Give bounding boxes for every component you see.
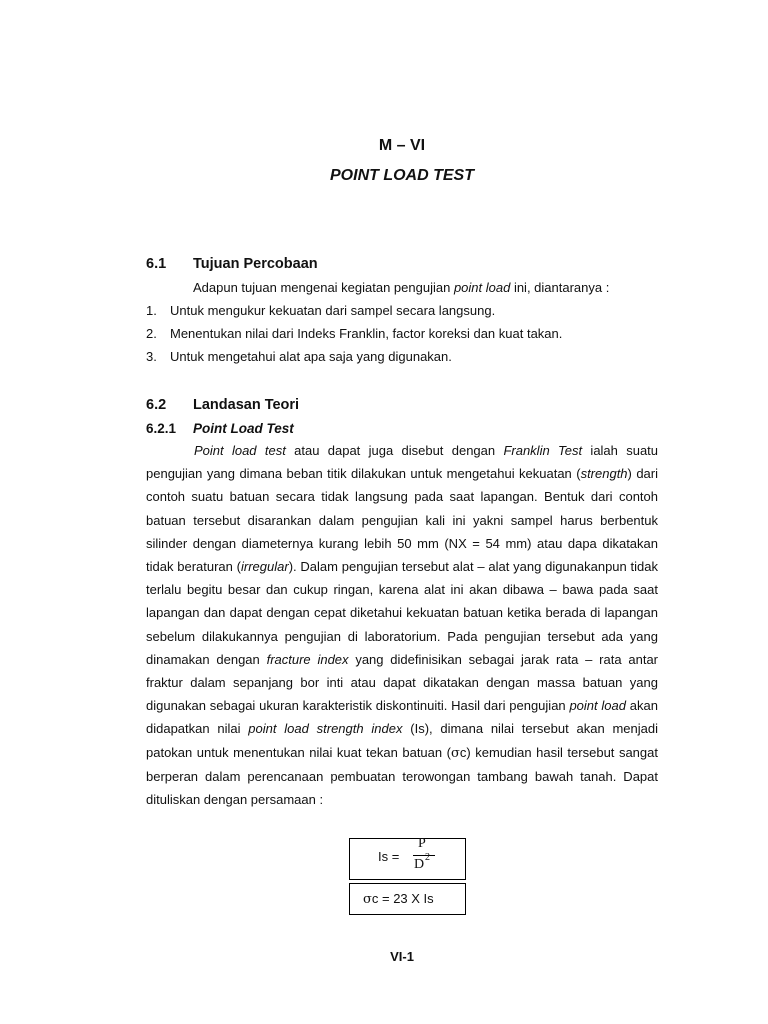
list-item-number: 1.	[146, 303, 157, 318]
formula-box-compressive-strength	[349, 883, 466, 915]
fraction-bar	[413, 855, 435, 856]
list-item	[146, 326, 157, 341]
section-number: 6.2	[146, 397, 167, 413]
section-title: Landasan Teori	[193, 397, 300, 413]
formula-exponent: 2	[425, 852, 430, 863]
body-paragraph: Point load test atau dapat juga disebut dengan Franklin Test ialah suatu pengujian yang dimana beban titik dilakukan untuk mengetahui kekuatan (strength) dari contoh suatu batuan secara tidak langsung pada saat lapangan. Bentuk dari contoh batuan tersebut disarankan dalam pengujian kali ini yakni sampel harus berbentuk silinder dengan diameternya kurang lebih 50 mm (NX = 54 mm) atau dapa dikatakan tidak beraturan (irregular). Dalam pengujian tersebut alat – alat yang digunakanpun tidak terlalu begitu besar dan cukup ringan, karena alat ini akan dibawa – bawa pada saat lapangan dan dapat dengan cepat diketahui kekuatan batuan ketika berada di lapangan sebelum dilakukannya pengujian di laboratorium. Pada pengujian tersebut ada yang dinamakan dengan fracture index yang didefinisikan sebagai jarak rata – rata antar fraktur dalam sepanjang bor inti atau dapat dikatakan dengan massa batuan yang digunakan sebagai ukuran karakteristik diskontinuiti. Hasil dari pengujian point load akan didapatkan nilai point load strength index (Is), dimana nilai tersebut akan menjadi patokan untuk menentukan nilai kuat tekan batuan (σc) kemudian hasil tersebut sangat berperan dalam perencanaan pembuatan terowongan tambang bawah tanah. Dapat dituliskan dengan persamaan :	[146, 443, 659, 808]
section-intro: Adapun tujuan mengenai kegiatan pengujian point load ini, diantaranya :	[193, 280, 610, 295]
formula-box-point-load-index	[349, 838, 466, 880]
list-item-text: Untuk mengetahui alat apa saja yang digunakan.	[170, 349, 452, 364]
chapter-title: POINT LOAD TEST	[330, 167, 474, 184]
list-item-text: Untuk mengukur kekuatan dari sampel secara langsung.	[170, 303, 496, 318]
subsection-number: 6.2.1	[146, 421, 177, 436]
chapter-number: M – VI	[378, 137, 426, 154]
formula-lhs: Is =	[378, 849, 400, 864]
formula-text: σc = 23 X Is	[363, 891, 434, 907]
list-item-number: 2.	[146, 326, 157, 341]
formula-denominator: D	[414, 857, 425, 872]
page-number: VI-1	[390, 949, 414, 964]
formula-numerator: P	[418, 836, 426, 851]
subsection-title: Point Load Test	[193, 421, 294, 436]
list-item	[146, 349, 157, 364]
section-number: 6.1	[146, 256, 167, 272]
list-item	[146, 303, 157, 318]
section-title: Tujuan Percobaan	[193, 256, 318, 272]
list-item-text: Menentukan nilai dari Indeks Franklin, factor koreksi dan kuat takan.	[170, 326, 563, 341]
list-item-number: 3.	[146, 349, 157, 364]
